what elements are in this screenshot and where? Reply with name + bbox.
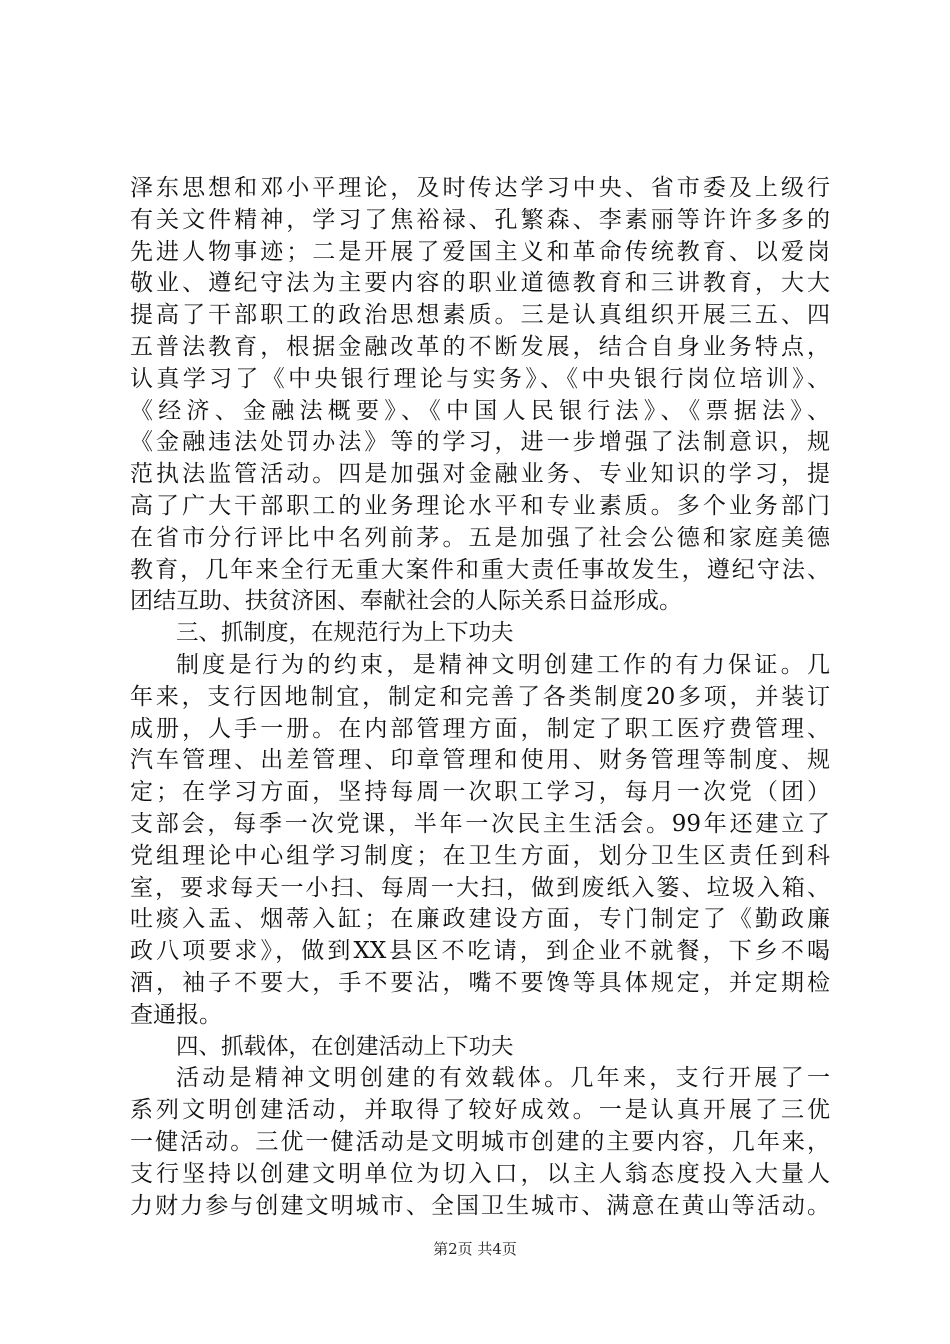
text-line: 提高了干部职工的政治思想素质。三是认真组织开展三五、四 bbox=[130, 302, 830, 329]
text-line: 定；在学习方面，坚持每周一次职工学习，每月一次党（团） bbox=[130, 779, 830, 806]
section-heading-4: 四、抓载体，在创建活动上下功夫 bbox=[176, 1033, 514, 1060]
section-heading-3: 三、抓制度，在规范行为上下功夫 bbox=[176, 620, 514, 647]
text-line: 有关文件精神，学习了焦裕禄、孔繁森、李素丽等许许多多的 bbox=[130, 206, 830, 233]
text-line: 吐痰入盂、烟蒂入缸；在廉政建设方面，专门制定了《勤政廉 bbox=[130, 906, 830, 933]
text-line: 查通报。 bbox=[130, 1001, 222, 1028]
text-line: 在省市分行评比中名列前茅。五是加强了社会公德和家庭美德 bbox=[130, 524, 830, 551]
text-line: 活动是精神文明创建的有效载体。几年来，支行开展了一 bbox=[176, 1065, 830, 1092]
text-line: 敬业、遵纪守法为主要内容的职业道德教育和三讲教育，大大 bbox=[130, 270, 830, 297]
text-line: 教育，几年来全行无重大案件和重大责任事故发生，遵纪守法、 bbox=[130, 556, 830, 583]
text-line: 成册，人手一册。在内部管理方面，制定了职工医疗费管理、 bbox=[130, 715, 830, 742]
text-line: 党组理论中心组学习制度；在卫生方面，划分卫生区责任到科 bbox=[130, 842, 830, 869]
document-body bbox=[130, 173, 830, 1222]
text-line: 五普法教育，根据金融改革的不断发展，结合自身业务特点， bbox=[130, 333, 830, 360]
text-line: 力财力参与创建文明城市、全国卫生城市、满意在黄山等活动。 bbox=[130, 1192, 830, 1219]
text-line: 先进人物事迹；二是开展了爱国主义和革命传统教育、以爱岗 bbox=[130, 238, 830, 265]
text-line: 认真学习了《中央银行理论与实务》、《中央银行岗位培训》、 bbox=[130, 365, 830, 392]
text-line: 一健活动。三优一健活动是文明城市创建的主要内容，几年来， bbox=[130, 1128, 830, 1155]
text-line: 酒，袖子不要大，手不要沾，嘴不要馋等具体规定，并定期检 bbox=[130, 969, 830, 996]
text-line: 高了广大干部职工的业务理论水平和专业素质。多个业务部门 bbox=[130, 492, 830, 519]
text-line: 《经济、金融法概要》、《中国人民银行法》、《票据法》、 bbox=[130, 397, 830, 424]
text-line: 年来，支行因地制宜，制定和完善了各类制度20多项，并装订 bbox=[130, 683, 830, 710]
text-line: 制度是行为的约束，是精神文明创建工作的有力保证。几 bbox=[176, 651, 830, 678]
page-number-footer: 第2页 共4页 bbox=[433, 1240, 517, 1258]
text-line: 政八项要求》，做到XX县区不吃请，到企业不就餐，下乡不喝 bbox=[130, 938, 830, 965]
text-line: 系列文明创建活动，并取得了较好成效。一是认真开展了三优 bbox=[130, 1097, 830, 1124]
text-line: 泽东思想和邓小平理论，及时传达学习中央、省市委及上级行 bbox=[130, 175, 830, 201]
text-line: 范执法监管活动。四是加强对金融业务、专业知识的学习，提 bbox=[130, 461, 830, 488]
text-line: 团结互助、扶贫济困、奉献社会的人际关系日益形成。 bbox=[130, 588, 682, 615]
text-line: 室，要求每天一小扫、每周一大扫，做到废纸入篓、垃圾入箱、 bbox=[130, 874, 830, 901]
text-line: 支行坚持以创建文明单位为切入口，以主人翁态度投入大量人 bbox=[130, 1160, 830, 1187]
text-line: 支部会，每季一次党课，半年一次民主生活会。99年还建立了 bbox=[130, 810, 830, 837]
text-line: 《金融违法处罚办法》等的学习，进一步增强了法制意识，规 bbox=[130, 429, 830, 456]
text-line: 汽车管理、出差管理、印章管理和使用、财务管理等制度、规 bbox=[130, 747, 830, 774]
